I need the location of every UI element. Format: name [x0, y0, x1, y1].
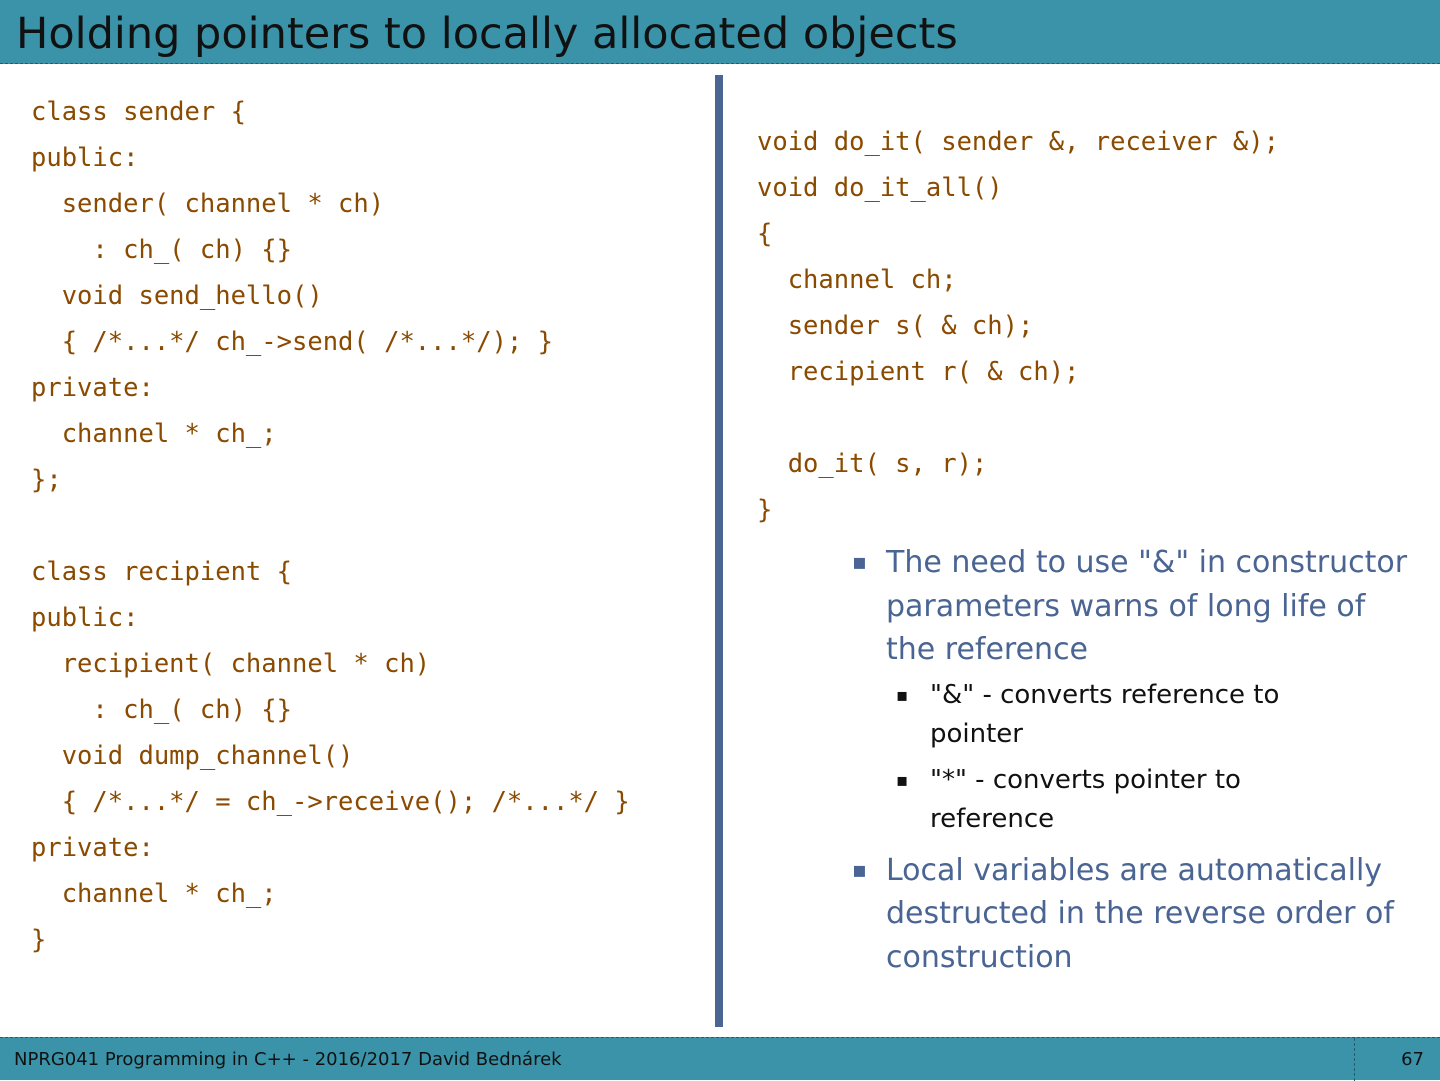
title-bar [0, 0, 1440, 64]
code-line: { [757, 219, 773, 249]
code-line: private: [31, 373, 154, 403]
code-line: } [31, 925, 47, 955]
code-line: channel * ch_; [31, 879, 277, 909]
sub-bullet-text: "&" - converts reference to pointer [930, 679, 1280, 749]
code-line: }; [31, 465, 62, 495]
code-line [757, 395, 1279, 441]
code-line: } [757, 495, 773, 525]
square-bullet-icon: ▪ [896, 684, 909, 706]
code-line: void do_it_all() [757, 173, 1003, 203]
code-line: : ch_( ch) {} [31, 695, 292, 725]
code-line: class recipient { [31, 557, 292, 587]
code-line: { /*...*/ ch_->send( /*...*/); } [31, 327, 553, 357]
square-bullet-icon: ▪ [852, 550, 867, 575]
code-line: void do_it( sender &, receiver &); [757, 127, 1279, 157]
bullet-item [852, 541, 1416, 839]
sub-bullet-item [896, 676, 1360, 754]
code-line: public: [31, 143, 139, 173]
code-line: recipient r( & ch); [757, 357, 1080, 387]
column-divider [715, 75, 723, 1027]
code-line: do_it( s, r); [757, 449, 988, 479]
code-line: { /*...*/ = ch_->receive(); /*...*/ } [31, 787, 630, 817]
left-code-block [31, 89, 630, 963]
sub-bullet-text: "*" - converts pointer to reference [930, 764, 1241, 834]
code-line: void send_hello() [31, 281, 323, 311]
code-line: : ch_( ch) {} [31, 235, 292, 265]
code-line: class sender { [31, 97, 246, 127]
footer-text: NPRG041 Programming in C++ - 2016/2017 David Bednárek [14, 1049, 562, 1070]
code-line: public: [31, 603, 139, 633]
page-number: 67 [1401, 1049, 1424, 1070]
code-line [31, 503, 630, 549]
bullet-list [852, 541, 1416, 981]
sub-bullet-list [886, 676, 1416, 839]
right-code-block [757, 119, 1279, 533]
square-bullet-icon: ▪ [852, 857, 867, 883]
square-bullet-icon: ▪ [896, 769, 909, 791]
code-line: recipient( channel * ch) [31, 649, 431, 679]
bullet-text: The need to use "&" in constructor parameters warns of long life of the reference [886, 545, 1408, 667]
slide-title: Holding pointers to locally allocated objects [16, 9, 958, 59]
code-line: void dump_channel() [31, 741, 354, 771]
code-line: sender( channel * ch) [31, 189, 385, 219]
bullet-text: Local variables are automatically destructed in the reverse order of construction [886, 852, 1394, 975]
code-line: sender s( & ch); [757, 311, 1034, 341]
footer-bar [0, 1037, 1440, 1080]
code-line: private: [31, 833, 154, 863]
sub-bullet-item [896, 761, 1360, 839]
code-line: channel * ch_; [31, 419, 277, 449]
code-line: channel ch; [757, 265, 957, 295]
bullet-item [852, 849, 1416, 980]
